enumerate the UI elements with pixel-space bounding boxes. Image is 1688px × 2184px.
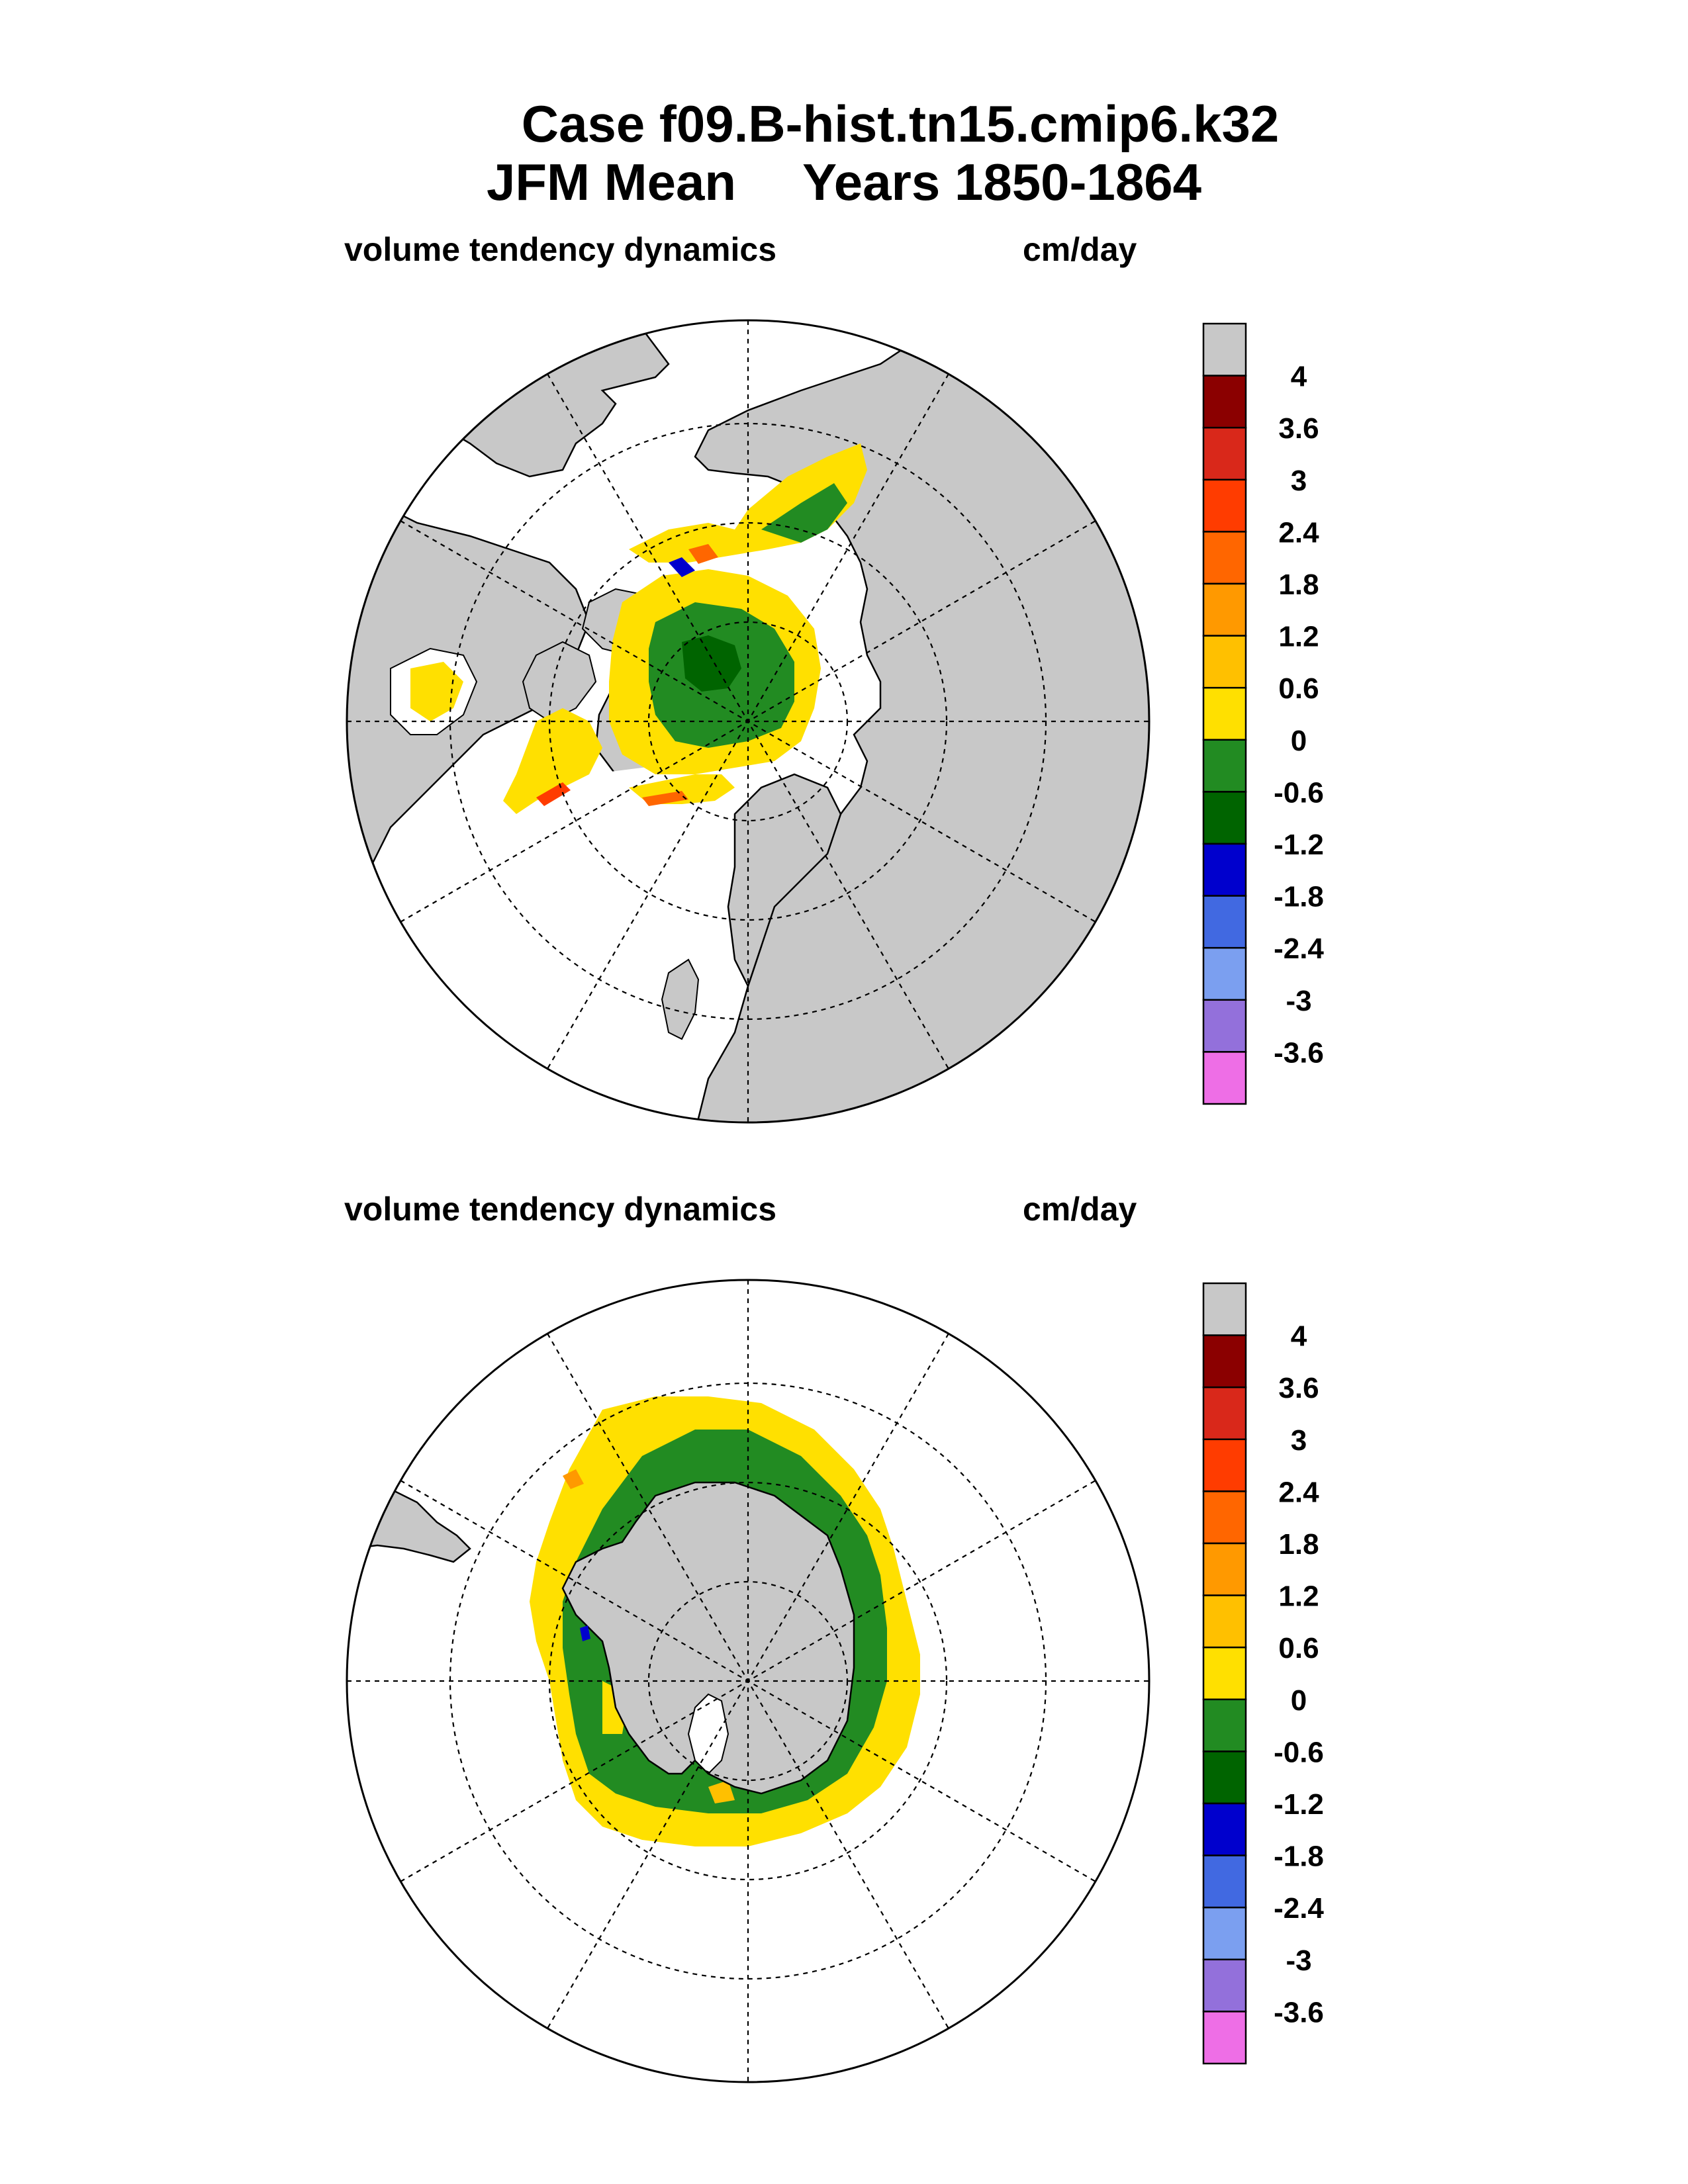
colorbar-swatch [1203, 1647, 1246, 1700]
colorbar-swatch [1203, 792, 1246, 844]
colorbar-label: 3.6 [1278, 1372, 1319, 1405]
colorbar-label: 1.2 [1278, 1580, 1319, 1613]
colorbar-label: -1.8 [1274, 880, 1324, 913]
colorbar-label: 2.4 [1278, 516, 1319, 549]
colorbar-label: -3.6 [1274, 1996, 1324, 2029]
south-colorbar [1192, 1281, 1350, 2068]
colorbar-label: 0.6 [1278, 1632, 1319, 1665]
colorbar-swatch [1203, 1000, 1246, 1052]
panel-south-variable-label: volume tendency dynamics [344, 1191, 777, 1228]
colorbar-swatch [1203, 1751, 1246, 1803]
colorbar-swatch [1203, 1543, 1246, 1596]
colorbar-swatch [1203, 2011, 1246, 2064]
colorbar-swatch [1203, 1700, 1246, 1752]
colorbar-label: -0.6 [1274, 1736, 1324, 1769]
colorbar-label: 0 [1290, 1684, 1307, 1717]
north-polar-map [338, 311, 1158, 1132]
colorbar-label: -0.6 [1274, 776, 1324, 809]
colorbar-swatch [1203, 531, 1246, 584]
colorbar-swatch [1203, 1052, 1246, 1104]
colorbar-swatch [1203, 324, 1246, 376]
colorbar-label: 1.8 [1278, 569, 1319, 601]
colorbar-label: 3.6 [1278, 412, 1319, 445]
colorbar-label: -3.6 [1274, 1036, 1324, 1069]
colorbar-swatch [1203, 896, 1246, 948]
colorbar-swatch [1203, 1596, 1246, 1648]
colorbar-label: 3 [1290, 1424, 1307, 1457]
colorbar-swatch [1203, 948, 1246, 1000]
colorbar-label: 4 [1290, 1320, 1307, 1353]
colorbar-swatch [1203, 480, 1246, 532]
colorbar-label: -3 [1286, 1944, 1312, 1977]
colorbar-label: 1.8 [1278, 1528, 1319, 1561]
colorbar-swatch [1203, 1336, 1246, 1388]
colorbar-swatch [1203, 1283, 1246, 1336]
colorbar-label: -1.8 [1274, 1840, 1324, 1873]
colorbar-swatch [1203, 1803, 1246, 1856]
colorbar-label: -2.4 [1274, 1892, 1324, 1925]
colorbar-label: 0 [1290, 724, 1307, 757]
years-label: Years 1850-1864 [802, 153, 1201, 211]
colorbar-label: 4 [1290, 360, 1307, 393]
panel-south-units-label: cm/day [1023, 1191, 1137, 1228]
colorbar-label: 0.6 [1278, 672, 1319, 705]
colorbar-swatch [1203, 1856, 1246, 1908]
colorbar-swatch [1203, 1907, 1246, 1960]
colorbar-label: -2.4 [1274, 933, 1324, 966]
colorbar-swatch [1203, 1960, 1246, 2012]
colorbar-swatch [1203, 376, 1246, 428]
colorbar-swatch [1203, 688, 1246, 740]
panel-north-variable-label: volume tendency dynamics [344, 231, 777, 268]
colorbar-swatch [1203, 1387, 1246, 1439]
colorbar-swatch [1203, 1439, 1246, 1492]
figure-title: Case f09.B-hist.tn15.cmip6.k32 [521, 95, 1280, 153]
colorbar-swatch [1203, 1491, 1246, 1543]
colorbar-swatch [1203, 584, 1246, 636]
colorbar-label: -1.2 [1274, 1788, 1324, 1821]
colorbar-swatch [1203, 844, 1246, 896]
season-label: JFM Mean [487, 153, 737, 211]
colorbar-label: 1.2 [1278, 620, 1319, 653]
colorbar-label: -3 [1286, 984, 1312, 1017]
colorbar-label: 2.4 [1278, 1476, 1319, 1509]
colorbar-swatch [1203, 636, 1246, 688]
north-colorbar [1192, 321, 1350, 1109]
colorbar-label: 3 [1290, 464, 1307, 497]
colorbar-swatch [1203, 740, 1246, 792]
colorbar-swatch [1203, 428, 1246, 480]
figure-subtitle [0, 153, 1688, 211]
panel-north-units-label: cm/day [1023, 231, 1137, 268]
south-polar-map [338, 1271, 1158, 2091]
colorbar-label: -1.2 [1274, 829, 1324, 861]
